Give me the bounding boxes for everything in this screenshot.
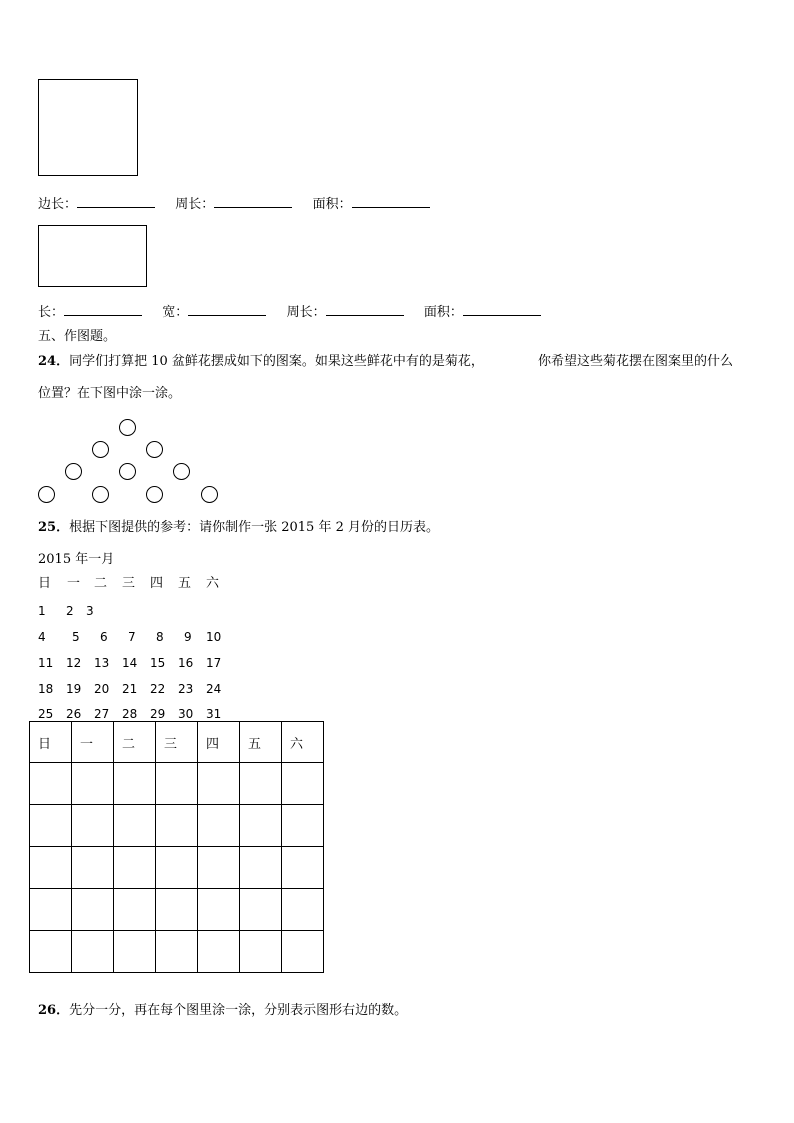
calendar-day: 24 bbox=[206, 682, 222, 696]
section-title: 五、作图题。 bbox=[38, 329, 117, 344]
grid-cell[interactable] bbox=[30, 847, 72, 889]
grid-cell[interactable] bbox=[240, 889, 282, 931]
q26-number: 26． bbox=[38, 1003, 70, 1018]
q24-line2: 位置？在下图中涂一涂。 bbox=[38, 386, 182, 401]
square-perimeter-blank[interactable] bbox=[214, 195, 292, 208]
width-label: 宽： bbox=[162, 305, 189, 320]
calendar-day: 27 bbox=[94, 707, 110, 721]
weekday: 三 bbox=[122, 576, 136, 591]
grid-cell[interactable] bbox=[30, 931, 72, 973]
flower-circle[interactable] bbox=[92, 441, 109, 458]
grid-cell[interactable] bbox=[114, 805, 156, 847]
grid-cell[interactable] bbox=[282, 763, 324, 805]
grid-row bbox=[30, 931, 324, 973]
grid-header-cell: 日 bbox=[30, 722, 72, 763]
rectangle-measure-row bbox=[38, 303, 541, 321]
width-blank[interactable] bbox=[188, 303, 266, 316]
grid-header-cell: 四 bbox=[198, 722, 240, 763]
grid-cell[interactable] bbox=[156, 931, 198, 973]
calendar-day: 4 bbox=[38, 630, 46, 644]
flower-circle[interactable] bbox=[92, 486, 109, 503]
grid-header-cell: 二 bbox=[114, 722, 156, 763]
grid-row bbox=[30, 763, 324, 805]
rectangle-area-label: 面积： bbox=[423, 305, 463, 320]
grid-cell[interactable] bbox=[240, 847, 282, 889]
grid-header-cell: 六 bbox=[282, 722, 324, 763]
calendar-week-row bbox=[38, 629, 238, 645]
grid-cell[interactable] bbox=[72, 805, 114, 847]
flower-circle[interactable] bbox=[38, 486, 55, 503]
grid-cell[interactable] bbox=[198, 805, 240, 847]
calendar-day: 25 bbox=[38, 707, 54, 721]
flower-circle[interactable] bbox=[146, 486, 163, 503]
calendar-day: 20 bbox=[94, 682, 110, 696]
calendar-day: 10 bbox=[206, 630, 222, 644]
calendar-day: 29 bbox=[150, 707, 166, 721]
calendar-day: 12 bbox=[66, 656, 82, 670]
grid-row bbox=[30, 889, 324, 931]
calendar-day: 9 bbox=[184, 630, 192, 644]
weekday: 日 bbox=[38, 576, 52, 591]
grid-cell[interactable] bbox=[240, 931, 282, 973]
square-perimeter-label: 周长： bbox=[175, 197, 215, 212]
flower-circle[interactable] bbox=[173, 463, 190, 480]
grid-cell[interactable] bbox=[282, 889, 324, 931]
q26-line bbox=[38, 1003, 407, 1019]
weekday: 四 bbox=[150, 576, 164, 591]
calendar-day: 19 bbox=[66, 682, 82, 696]
grid-cell[interactable] bbox=[72, 763, 114, 805]
calendar-day: 18 bbox=[38, 682, 54, 696]
grid-cell[interactable] bbox=[72, 889, 114, 931]
rectangle-perimeter-blank[interactable] bbox=[326, 303, 404, 316]
grid-cell[interactable] bbox=[114, 763, 156, 805]
grid-cell[interactable] bbox=[198, 931, 240, 973]
calendar-day: 23 bbox=[178, 682, 194, 696]
weekday: 六 bbox=[206, 576, 220, 591]
q24-number: 24． bbox=[38, 354, 70, 369]
q25-number: 25． bbox=[38, 520, 70, 535]
q24-text-a: 同学们打算把 10 盆鲜花摆成如下的图案。如果这些鲜花中有的是菊花， bbox=[69, 354, 484, 369]
q25-text: 根据下图提供的参考：请你制作一张 2015 年 2 月份的日历表。 bbox=[69, 520, 439, 535]
calendar-day: 1 bbox=[38, 604, 46, 618]
grid-cell[interactable] bbox=[72, 847, 114, 889]
grid-cell[interactable] bbox=[156, 889, 198, 931]
rectangle-figure bbox=[38, 225, 147, 287]
grid-cell[interactable] bbox=[282, 931, 324, 973]
calendar-day: 11 bbox=[38, 656, 54, 670]
length-blank[interactable] bbox=[64, 303, 142, 316]
grid-cell[interactable] bbox=[156, 847, 198, 889]
calendar-day: 13 bbox=[94, 656, 110, 670]
calendar-day: 14 bbox=[122, 656, 138, 670]
grid-cell[interactable] bbox=[72, 931, 114, 973]
rectangle-area-blank[interactable] bbox=[463, 303, 541, 316]
grid-cell[interactable] bbox=[156, 763, 198, 805]
grid-header-cell: 五 bbox=[240, 722, 282, 763]
grid-cell[interactable] bbox=[114, 889, 156, 931]
calendar-day: 8 bbox=[156, 630, 164, 644]
calendar-day: 26 bbox=[66, 707, 82, 721]
calendar-day: 7 bbox=[128, 630, 136, 644]
calendar-day: 28 bbox=[122, 707, 138, 721]
grid-cell[interactable] bbox=[282, 847, 324, 889]
grid-cell[interactable] bbox=[30, 805, 72, 847]
calendar-week-row bbox=[38, 655, 238, 671]
calendar-day: 15 bbox=[150, 656, 166, 670]
q25-line bbox=[38, 520, 439, 536]
grid-cell[interactable] bbox=[30, 763, 72, 805]
grid-cell[interactable] bbox=[198, 763, 240, 805]
square-figure bbox=[38, 79, 138, 176]
calendar-week-row bbox=[38, 603, 238, 619]
weekday: 二 bbox=[94, 576, 108, 591]
weekday: 一 bbox=[67, 576, 81, 591]
flower-circle[interactable] bbox=[201, 486, 218, 503]
grid-cell[interactable] bbox=[240, 763, 282, 805]
grid-row bbox=[30, 847, 324, 889]
calendar-day: 22 bbox=[150, 682, 166, 696]
grid-cell[interactable] bbox=[114, 931, 156, 973]
grid-cell[interactable] bbox=[156, 805, 198, 847]
calendar-day: 30 bbox=[178, 707, 194, 721]
grid-header-cell: 三 bbox=[156, 722, 198, 763]
q24-line1 bbox=[38, 354, 758, 370]
calendar-day: 21 bbox=[122, 682, 138, 696]
grid-cell[interactable] bbox=[240, 805, 282, 847]
q24-text-b: 你希望这些菊花摆在图案里的什么 bbox=[538, 354, 734, 369]
calendar-day: 2 bbox=[66, 604, 74, 618]
weekday: 五 bbox=[178, 576, 192, 591]
grid-row bbox=[30, 805, 324, 847]
square-area-blank[interactable] bbox=[352, 195, 430, 208]
calendar-day: 31 bbox=[206, 707, 222, 721]
calendar-day: 17 bbox=[206, 656, 222, 670]
grid-cell[interactable] bbox=[114, 847, 156, 889]
flower-circle[interactable] bbox=[65, 463, 82, 480]
calendar-week-row bbox=[38, 706, 238, 722]
calendar-day: 6 bbox=[100, 630, 108, 644]
length-label: 长： bbox=[38, 305, 65, 320]
side-blank[interactable] bbox=[77, 195, 155, 208]
grid-cell[interactable] bbox=[198, 889, 240, 931]
grid-header-cell: 一 bbox=[72, 722, 114, 763]
calendar-day: 3 bbox=[86, 604, 94, 618]
side-label: 边长： bbox=[38, 197, 78, 212]
calendar-title: 2015 年一月 bbox=[38, 552, 115, 567]
calendar-day: 16 bbox=[178, 656, 194, 670]
rectangle-perimeter-label: 周长： bbox=[286, 305, 326, 320]
square-measure-row bbox=[38, 195, 430, 213]
calendar-week-row bbox=[38, 681, 238, 697]
grid-cell[interactable] bbox=[198, 847, 240, 889]
grid-cell[interactable] bbox=[282, 805, 324, 847]
blank-calendar-grid bbox=[29, 721, 324, 973]
q26-text: 先分一分，再在每个图里涂一涂，分别表示图形右边的数。 bbox=[69, 1003, 408, 1018]
grid-header-row bbox=[30, 722, 324, 763]
flower-circle[interactable] bbox=[119, 419, 136, 436]
calendar-day: 5 bbox=[72, 630, 80, 644]
flower-circle[interactable] bbox=[119, 463, 136, 480]
square-area-label: 面积： bbox=[312, 197, 352, 212]
flower-circle[interactable] bbox=[146, 441, 163, 458]
grid-cell[interactable] bbox=[30, 889, 72, 931]
calendar-weekday-row bbox=[38, 576, 238, 592]
